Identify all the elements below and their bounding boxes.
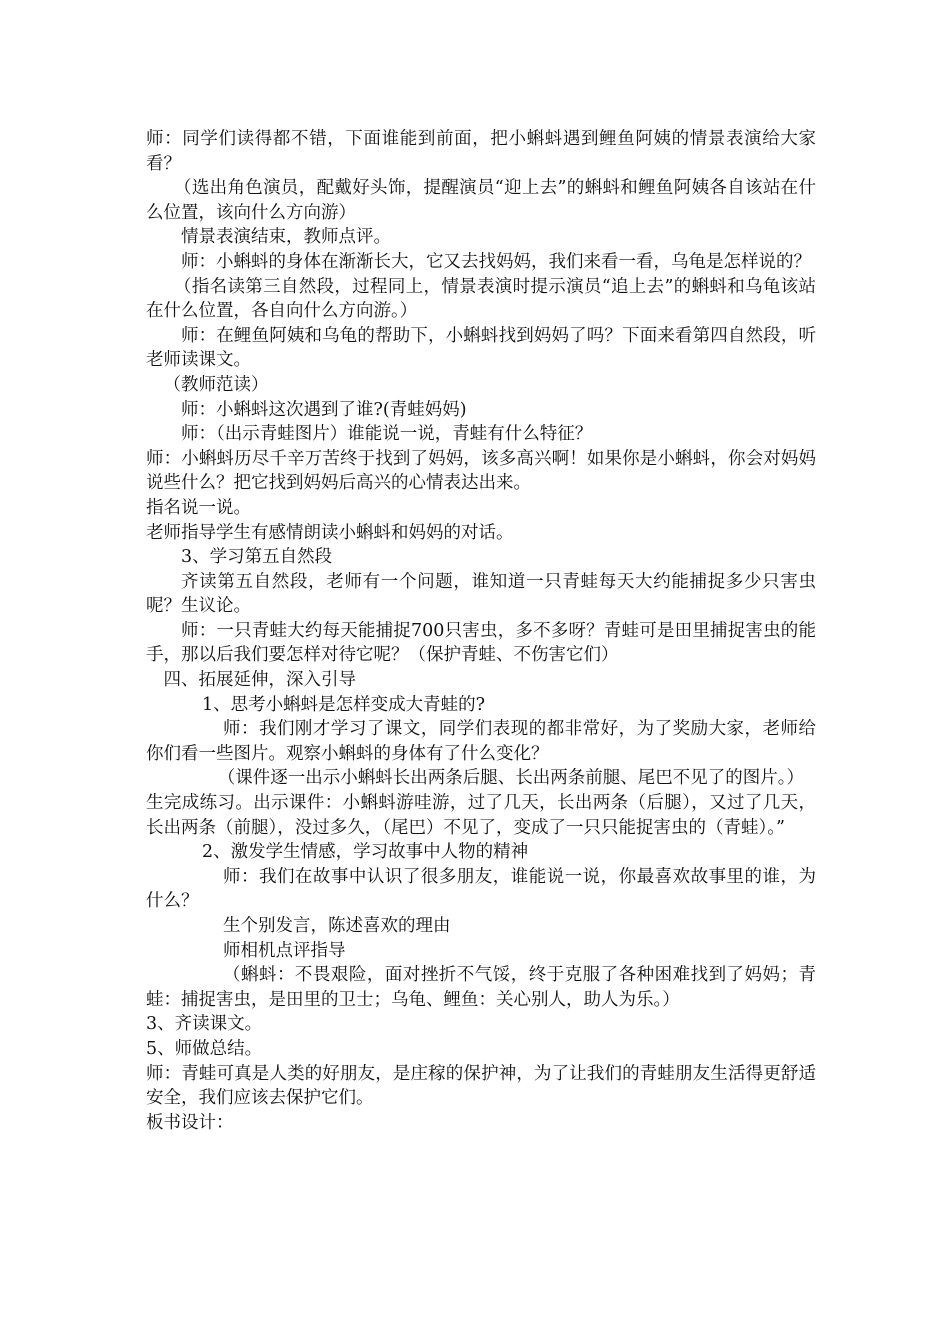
paragraph: （蝌蚪：不畏艰险，面对挫折不气馁，终于克服了各种困难找到了妈妈；青蛙：捕捉害虫，是田里的卫士；乌龟、鲤鱼：关心别人，助人为乐。） [146, 965, 816, 1010]
paragraph: 师：同学们读得都不错，下面谁能到前面，把小蝌蚪遇到鲤鱼阿姨的情景表演给大家看？ [146, 129, 816, 174]
paragraph: 生个别发言，陈述喜欢的理由 [223, 916, 451, 936]
paragraph: 师：小蝌蚪这次遇到了谁?(青蛙妈妈) [181, 399, 467, 420]
paragraph: （选出角色演员，配戴好头饰，提醒演员“迎上去”的蝌蚪和鲤鱼阿姨各自该站在什么位置，该向什么方向游） [146, 178, 816, 223]
paragraph: 四、拓展延伸，深入引导 [163, 670, 356, 691]
paragraph: 师：我们在故事中认识了很多朋友，谁能说一说，你最喜欢故事里的谁，为什么？ [146, 866, 816, 912]
paragraph: 3、学习第五自然段 [181, 547, 333, 568]
paragraph: 1、思考小蝌蚪是怎样变成大青蛙的? [202, 694, 486, 715]
paragraph: 师：小蝌蚪历尽千辛万苦终于找到了妈妈，该多高兴啊！如果你是小蝌蚪，你会对妈妈说些什么？把它找到妈妈后高兴的心情表达出来。 [146, 448, 816, 494]
paragraph: 指名说一说。 [146, 497, 251, 518]
paragraph: 师：（出示青蛙图片）谁能说一说，青蛙有什么特征？ [181, 424, 593, 445]
document-body [146, 127, 816, 1135]
paragraph: 3、齐读课文。 [146, 1014, 263, 1035]
paragraph: 5、师做总结。 [146, 1038, 263, 1059]
paragraph: 老师指导学生有感情朗读小蝌蚪和妈妈的对话。 [146, 522, 514, 543]
paragraph: （课件逐一出示小蝌蚪长出两条后腿、长出两条前腿、尾巴不见了的图片。） [217, 768, 804, 789]
paragraph: 齐读第五自然段，老师有一个问题，谁知道一只青蛙每天大约能捕捉多少只害虫呢？生议论。 [146, 571, 816, 617]
paragraph: 师：我们刚才学习了课文，同学们表现的都非常好，为了奖励大家，老师给你们看一些图片。观察小蝌蚪的身体有了什么变化？ [146, 719, 816, 764]
paragraph: 情景表演结束，教师点评。 [181, 227, 391, 248]
paragraph: 生完成练习。出示课件：小蝌蚪游哇游，过了几天，长出两条（后腿），又过了几天，长出两条（前腿），没过多久，（尾巴）不见了，变成了一只只能捉害虫的（青蛙）。” [146, 793, 816, 838]
paragraph: 师：小蝌蚪的身体在渐渐长大，它又去找妈妈，我们来看一看，乌龟是怎样说的？ [181, 251, 811, 272]
paragraph: 师：青蛙可真是人类的好朋友，是庄稼的保护神，为了让我们的青蛙朋友生活得更舒适安全，我们应该去保护它们。 [146, 1063, 816, 1109]
paragraph: 师：一只青蛙大约每天能捕捉700只害虫，多不多呀？青蛙可是田里捕捉害虫的能手，那以后我们要怎样对待它呢？（保护青蛙、不伤害它们） [146, 620, 816, 666]
paragraph: 2、激发学生情感，学习故事中人物的精神 [202, 842, 529, 863]
paragraph: （指名读第三自然段，过程同上，情景表演时提示演员“追上去”的蝌蚪和乌龟该站在什么位置，各自向什么方向游。） [146, 276, 816, 322]
paragraph: 师相机点评指导 [223, 940, 346, 961]
paragraph: 师：在鲤鱼阿姨和乌龟的帮助下，小蝌蚪找到妈妈了吗？下面来看第四自然段，听老师读课文。 [146, 325, 816, 371]
paragraph: （教师范读） [163, 374, 269, 395]
paragraph: 板书设计： [146, 1112, 234, 1133]
